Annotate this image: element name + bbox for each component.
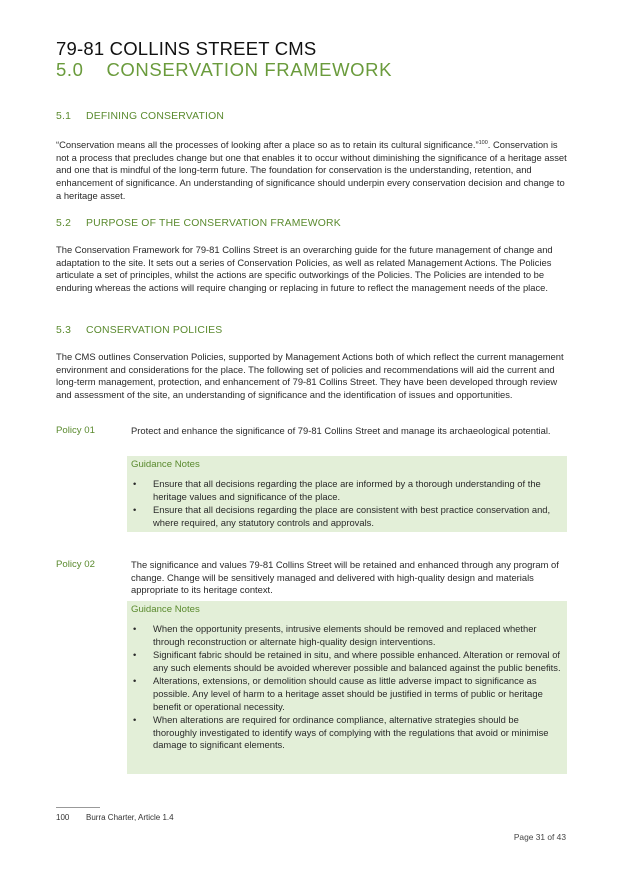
policy-02-label: Policy 02 xyxy=(56,559,95,570)
policy-01-label: Policy 01 xyxy=(56,425,95,436)
guidance-note: • When the opportunity presents, intrusive elements should be removed and replaced whether through reconstruction or alternate high-quality design interventions. xyxy=(133,623,537,647)
document-title: 79-81 COLLINS STREET CMS xyxy=(56,38,317,59)
bullet: • xyxy=(133,623,137,634)
footnote xyxy=(56,813,174,822)
heading-text: DEFINING CONSERVATION xyxy=(86,111,225,122)
heading-text: CONSERVATION POLICIES xyxy=(86,325,223,336)
heading-text: PURPOSE OF THE CONSERVATION FRAMEWORK xyxy=(86,218,341,229)
policy-01-guidance-box xyxy=(127,456,567,532)
guidance-note: • Ensure that all decisions regarding the place are informed by a thorough understanding of the heritage values and significance of the place. xyxy=(133,478,541,502)
policy-01-text: Protect and enhance the significance of 79-81 Collins Street and manage its archaeological potential. xyxy=(131,425,551,436)
heading-number: 5.2 xyxy=(56,218,72,229)
guidance-note: • When alterations are required for ordinance compliance, alternative strategies should be thoroughly investigated to identify ways of complying with the regulations that avoid or minimise damage to significant elements. xyxy=(133,714,549,751)
guidance-title: Guidance Notes xyxy=(131,459,200,470)
footnote-ref: 100 xyxy=(478,140,488,146)
bullet: • xyxy=(133,478,137,489)
paragraph-text: . Conservation is not a process that precludes change but one that enables it to occur without diminishing the significance of a heritage asset and one that is mindful of the long-term future. The foundation for conservation is the understanding, retention, and enhancement of significance. An understanding of significance should underpin every conservation decision and change to a heritage asset. xyxy=(56,139,567,201)
section-title: 5.0 CONSERVATION FRAMEWORK xyxy=(56,59,393,80)
policy-02-guidance-box xyxy=(127,601,567,774)
footnote-divider xyxy=(56,807,100,808)
guidance-note: • Ensure that all decisions regarding the place are consistent with best practice conservation and, where required, any statutory controls and approvals. xyxy=(133,504,551,528)
guidance-note: • Alterations, extensions, or demolition should cause as little adverse impact to significance as possible. Any level of harm to a heritage asset should be justified in terms of public or heritage benefit or operational necessity. xyxy=(133,675,543,712)
paragraph-policies: The CMS outlines Conservation Policies, supported by Management Actions both of which reflect the current management environment and considerations for the place. The following set of policies and recommendations will aid the current and long-term management, protection, and enhancement of 79-81 Collins Street. They have been developed through review and assessment of the site, an understanding of significance and the identification of issues and opportunities. xyxy=(56,351,564,400)
quote-text: “Conservation means all the processes of looking after a place so as to retain its cultural significance.” xyxy=(56,139,479,151)
page-number: Page 31 of 43 xyxy=(513,832,566,842)
bullet: • xyxy=(133,675,137,687)
footnote-number: 100 xyxy=(56,813,70,822)
guidance-list xyxy=(127,478,567,529)
policy-02-text: The significance and values 79-81 Collins Street will be retained and enhanced through any program of change. Change will be sensitively managed and delivered with high-quality design and materials appropriate to its heritage context. xyxy=(131,559,559,596)
paragraph-purpose: The Conservation Framework for 79-81 Collins Street is an overarching guide for the future management of change and adaptation to the site. It sets out a series of Conservation Policies, as well as related Management Actions. The Policies articulate a set of principles, whilst the actions are specific outworkings of the Policies. The Policies are intended to be enduring whereas the actions will require changing or replacing in future to reflect the management needs of the place. xyxy=(56,244,553,293)
heading-number: 5.1 xyxy=(56,111,72,122)
heading-number: 5.3 xyxy=(56,325,72,336)
guidance-list xyxy=(127,623,567,752)
guidance-title: Guidance Notes xyxy=(131,604,200,615)
guidance-note: • Significant fabric should be retained in situ, and where possible enhanced. Alteration or removal of any such elements should be avoided wherever possible and balanced against the public benefits. xyxy=(133,649,561,673)
bullet: • xyxy=(133,714,137,726)
footnote-text: Burra Charter, Article 1.4 xyxy=(86,813,174,822)
heading-5-2 xyxy=(56,218,341,229)
heading-5-3 xyxy=(56,325,222,336)
bullet: • xyxy=(133,649,137,661)
paragraph-defining-conservation xyxy=(56,137,568,202)
heading-5-1 xyxy=(56,111,224,122)
bullet: • xyxy=(133,504,137,516)
